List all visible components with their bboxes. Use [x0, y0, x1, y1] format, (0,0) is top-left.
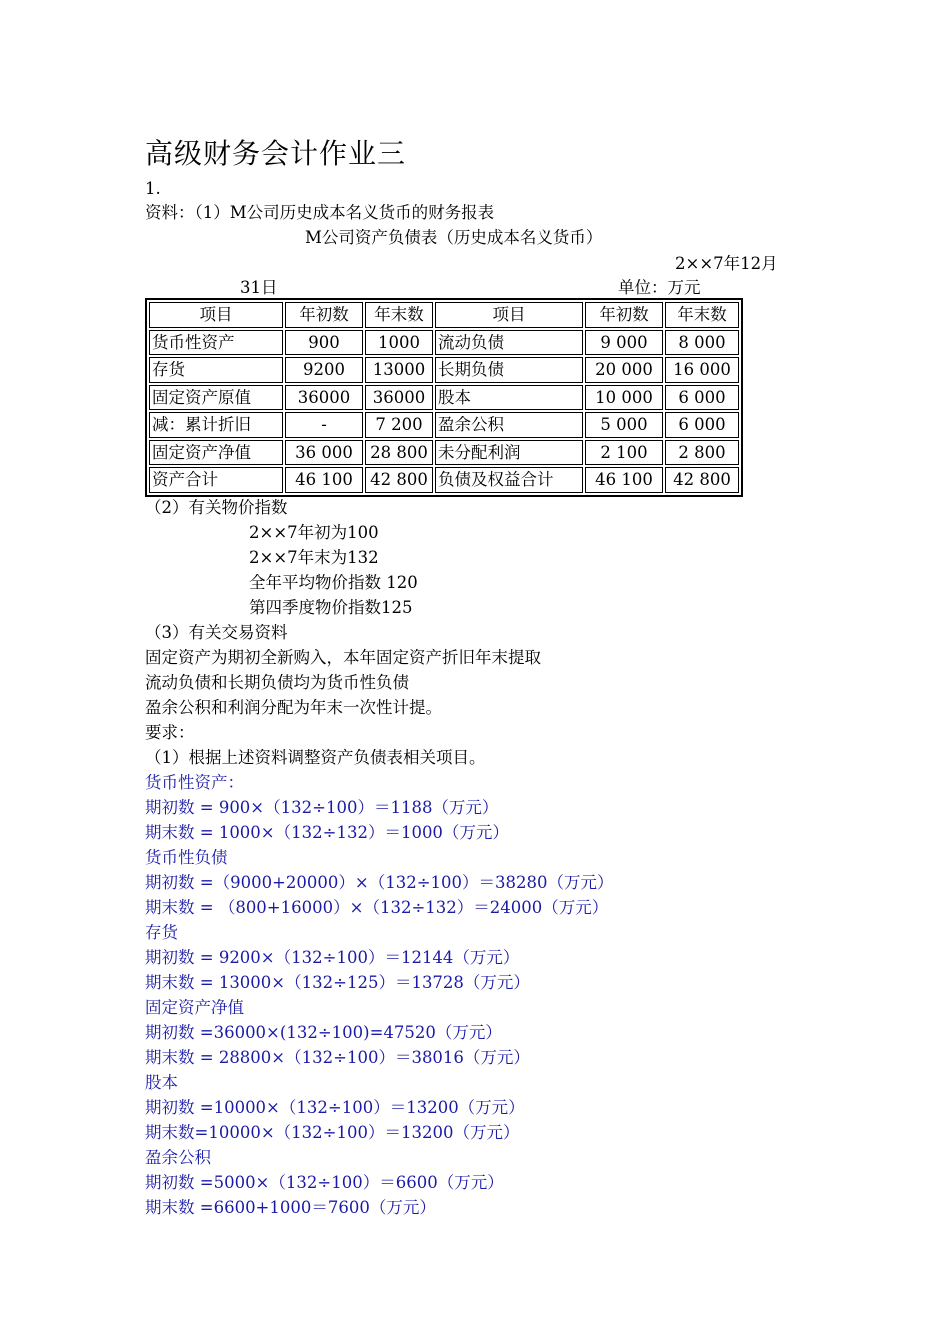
answer-heading: 盈余公积: [145, 1148, 211, 1167]
table-cell: 5 000: [585, 412, 663, 438]
table-row: [149, 385, 739, 411]
section-3-heading: （3）有关交易资料: [145, 623, 288, 642]
table-cell: -: [285, 412, 363, 438]
table-header-cell: 年初数: [285, 302, 363, 328]
document-title: 高级财务会计作业三: [145, 137, 407, 170]
table-cell: 36000: [365, 385, 433, 411]
table-cell: 8 000: [665, 330, 739, 356]
answer-heading: 货币性资产：: [145, 773, 244, 792]
table-cell: 固定资产原值: [149, 385, 283, 411]
answer-heading: 固定资产净值: [145, 998, 244, 1017]
requirement-label: 要求：: [145, 723, 195, 742]
answer-heading: 存货: [145, 923, 178, 942]
table-header-cell: 年末数: [365, 302, 433, 328]
table-cell: 固定资产净值: [149, 440, 283, 466]
table-cell: 16 000: [665, 357, 739, 383]
table-header-cell: 项目: [149, 302, 283, 328]
answer-line: 期末数 = （800+16000）×（132÷132）＝24000（万元）: [145, 898, 609, 917]
table-cell: 28 800: [365, 440, 433, 466]
date-line-1: 2××7年12月: [675, 254, 778, 273]
table-cell: 流动负债: [435, 330, 583, 356]
answer-line: 期初数 =10000×（132÷100）＝13200（万元）: [145, 1098, 525, 1117]
section-2-heading: （2）有关物价指数: [145, 498, 288, 517]
table-cell: 13000: [365, 357, 433, 383]
table-row: [149, 412, 739, 438]
table-cell: 9 000: [585, 330, 663, 356]
table-cell: 资产合计: [149, 467, 283, 493]
table-cell: 42 800: [665, 467, 739, 493]
table-cell: 1000: [365, 330, 433, 356]
table-cell: 6 000: [665, 385, 739, 411]
table-cell: 负债及权益合计: [435, 467, 583, 493]
intro-text: 资料：（1）M公司历史成本名义货币的财务报表: [145, 203, 495, 222]
answer-heading: 货币性负债: [145, 848, 228, 867]
table-cell: 42 800: [365, 467, 433, 493]
answer-line: 期初数 =36000×(132÷100)=47520（万元）: [145, 1023, 502, 1042]
table-cell: 股本: [435, 385, 583, 411]
table-cell: 36 000: [285, 440, 363, 466]
table-row: [149, 357, 739, 383]
date-line-2: 31日: [240, 278, 278, 297]
table-cell: 46 100: [285, 467, 363, 493]
table-cell: 900: [285, 330, 363, 356]
table-header-cell: 项目: [435, 302, 583, 328]
table-cell: 存货: [149, 357, 283, 383]
table-cell: 20 000: [585, 357, 663, 383]
balance-sheet-table: [145, 298, 743, 497]
transaction-line: 盈余公积和利润分配为年末一次性计提。: [145, 698, 442, 717]
table-cell: 2 100: [585, 440, 663, 466]
table-cell: 9200: [285, 357, 363, 383]
answer-line: 期初数 =（9000+20000）×（132÷100）＝38280（万元）: [145, 873, 614, 892]
table-cell: 2 800: [665, 440, 739, 466]
answer-line: 期末数 =6600+1000＝7600（万元）: [145, 1198, 436, 1217]
table-cell: 6 000: [665, 412, 739, 438]
question-number: 1.: [145, 179, 161, 198]
table-cell: 货币性资产: [149, 330, 283, 356]
table-header-cell: 年末数: [665, 302, 739, 328]
transaction-line: 固定资产为期初全新购入，本年固定资产折旧年末提取: [145, 648, 541, 667]
answer-line: 期末数 = 28800×（132÷100）＝38016（万元）: [145, 1048, 530, 1067]
answer-line: 期末数 = 13000×（132÷125）＝13728（万元）: [145, 973, 530, 992]
answer-line: 期末数=10000×（132÷100）＝13200（万元）: [145, 1123, 520, 1142]
answer-line: 期末数 = 1000×（132÷132）＝1000（万元）: [145, 823, 509, 842]
table-cell: 10 000: [585, 385, 663, 411]
transaction-line: 流动负债和长期负债均为货币性负债: [145, 673, 409, 692]
table-header-cell: 年初数: [585, 302, 663, 328]
table-cell: 7 200: [365, 412, 433, 438]
table-row: [149, 440, 739, 466]
price-index-item: 全年平均物价指数 120: [249, 573, 418, 592]
price-index-item: 第四季度物价指数125: [249, 598, 413, 617]
table-row: [149, 330, 739, 356]
answer-heading: 股本: [145, 1073, 178, 1092]
table-cell: 盈余公积: [435, 412, 583, 438]
price-index-item: 2××7年初为100: [249, 523, 379, 542]
table-cell: 36000: [285, 385, 363, 411]
answer-line: 期初数 = 900×（132÷100）＝1188（万元）: [145, 798, 499, 817]
table-row: [149, 467, 739, 493]
table-cell: 减：累计折旧: [149, 412, 283, 438]
table-header-row: [149, 302, 739, 328]
table-cell: 未分配利润: [435, 440, 583, 466]
table-title: M公司资产负债表（历史成本名义货币）: [305, 228, 603, 247]
table-cell: 长期负债: [435, 357, 583, 383]
answer-line: 期初数 =5000×（132÷100）＝6600（万元）: [145, 1173, 504, 1192]
table-cell: 46 100: [585, 467, 663, 493]
price-index-item: 2××7年末为132: [249, 548, 379, 567]
requirement-1: （1）根据上述资料调整资产负债表相关项目。: [145, 748, 486, 767]
unit-label: 单位：万元: [618, 278, 701, 297]
answer-line: 期初数 = 9200×（132÷100）＝12144（万元）: [145, 948, 520, 967]
